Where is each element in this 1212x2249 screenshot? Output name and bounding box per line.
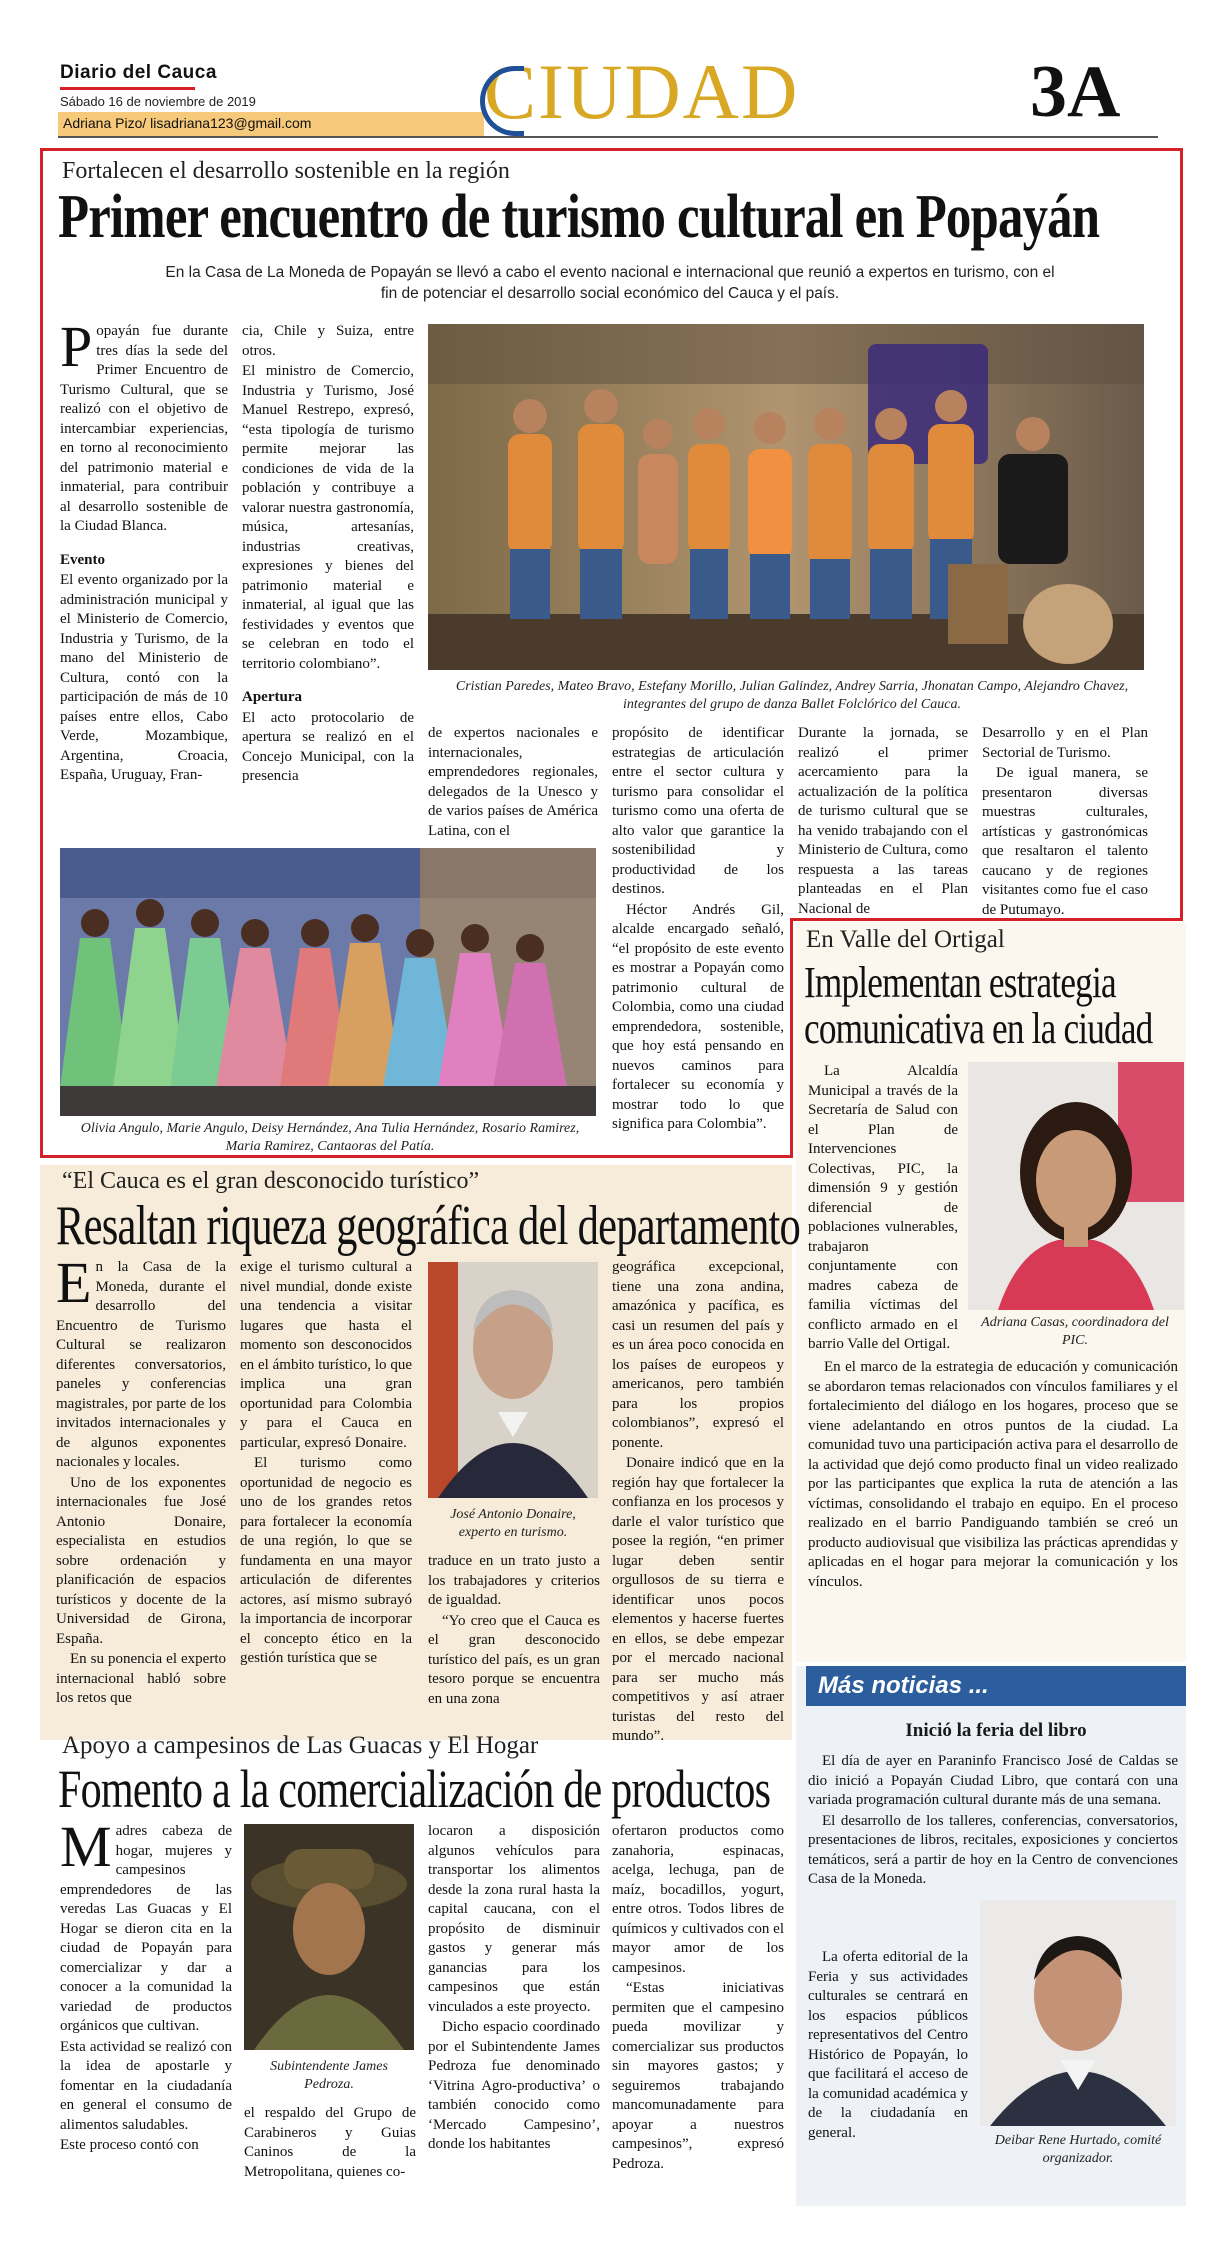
section-title: CIUDAD [484, 48, 800, 135]
guacas-col3 [428, 1822, 600, 2156]
lead-col6-p1: Desarrollo y en el Plan Sectorial de Turismo. [982, 725, 1148, 761]
guacas-col4 [612, 1822, 784, 2175]
paper-name: Diario del Cauca [60, 62, 217, 83]
cauca-col4 [612, 1258, 784, 1748]
lead-kicker: Fortalecen el desarrollo sostenible en la región [62, 158, 510, 184]
photo-adriana-casas [968, 1062, 1184, 1310]
guacas-col3-p1: locaron a disposición algunos vehículos para transportar los alimentos desde la zona rural hasta la capital caucana, con el propósito de disminuir gastos y generar más ganancias para los campesinos que están vinculados a este proyecto. [428, 1823, 600, 2015]
lead-col6-p2: De igual manera, se presentaron diversas muestras culturales, artísticas y gastronómicas que resaltaron el talento caucano y de regiones visitantes como fue el caso de Putumayo. [982, 765, 1148, 918]
valle-headline-1: Implementan estrategia [804, 958, 1116, 1007]
guacas-headline: Fomento a la comercialización de productos [58, 1759, 771, 1819]
guacas-col4-p2: “Estas iniciativas permiten que el campesino pueda movilizar y comercializar sus productos sin mayores gastos; y seguiremos trabajando mancomunadamente para apoyar a nuestros campesinos”, expresó Pedroza. [612, 1980, 784, 2172]
lead-col2-p2: El ministro de Comercio, Industria y Turismo, José Manuel Restrepo, expresó, “esta tipología de turismo permite mejorar las condiciones de vida de la población y contribuye a valorar nuestra gastronomía, música, artesanías, industrias creativas, expresiones y bienes del patrimonio material e inmaterial, al igual que las festividades y eventos que se celebran en todo el territorio colombiano”. [242, 363, 414, 672]
valle-kicker: En Valle del Ortigal [806, 926, 1005, 953]
photo-cantaoras [60, 848, 596, 1116]
cauca-col1-p3: En su ponencia el experto internacional habló sobre los retos que [56, 1651, 226, 1706]
photo-pedroza [244, 1824, 414, 2050]
photo-deibar [980, 1900, 1176, 2126]
valle-col-wide: En el marco de la estrategia de educación y comunicación se abordaron temas relacionados con vínculos familiares y el fortalecimiento del diálogo en los hogares, proceso que se viene adelantando en otros puntos de la ciudad. La comunidad tuvo una participación activa para el desarrollo de la actividad que dejó como producto final un video realizado por las participantes que explica la ruta de atención a las víctimas, consolidando el trabajo en equipo. En el proceso realizado en el barrio Pandiguando también se creó un producto audiovisual que visibiliza las prácticas aprendidas y aplicadas en el hogar para mejorar la comunicación y los vínculos. [808, 1359, 1178, 1590]
lead-headline: Primer encuentro de turismo cultural en Popayán [58, 183, 1100, 251]
photo-ballet-caption: Cristian Paredes, Mateo Bravo, Estefany Morillo, Julian Galindez, Andrey Sarria, Jhonatan Campo, Alejandro Chavez, integrantes del grupo de danza Ballet Folclórico del Cauca. [455, 679, 1129, 712]
cauca-kicker: “El Cauca es el gran desconocido turístico” [62, 1168, 480, 1194]
lead-col3: de expertos nacionales e internacionales, emprendedores regionales, delegados de la Unesco y de varios países de América Latina, con el [428, 725, 598, 839]
mas-noticias-p2: El desarrollo de los talleres, conferencias, conversatorios, presentaciones de libros, recitales, exposiciones y conciertos temáticos, será a partir de hoy en la Centro de convenciones Casa de la Moneda. [808, 1812, 1178, 1887]
lead-col1 [60, 314, 228, 787]
valle-col-narrow: La Alcaldía Municipal a través de la Secretaría de Salud con el Plan de Intervenciones Colectivas, PIC, la dimensión 9 y gestión diferencial de poblaciones vulnerables, trabajaron conjuntamente con madres cabeza de familia víctimas del conflicto armado en el barrio Valle del Ortigal. [808, 1063, 958, 1352]
lead-col6 [982, 724, 1148, 921]
photo-cantaoras-caption: Olivia Angulo, Marie Angulo, Deisy Hernández, Ana Tulia Hernández, Rosario Ramirez, Maria Ramirez, Cantaoras del Patía. [80, 1121, 580, 1154]
guacas-col1-p2: Esta actividad se realizó con la idea de apostarle y fomentar en la ciudadanía en general el consumo de alimentos saludables. [60, 2038, 232, 2133]
guacas-col2: el respaldo del Grupo de Carabineros y Guias Caninos de la Metropolitana, quienes co- [244, 2105, 416, 2180]
guacas-col1-p1: adres cabeza de hogar, mujeres y campesinos emprendedores de las veredas Las Guacas y El Hogar se dieron cita en la ciudad de Popayán para comercializar y dar a conocer a la comunidad la variedad de productos orgánicos que cultivan. [60, 1823, 232, 2034]
cauca-col3-p1: traduce en un trato justo a los trabajadores y criterios de igualdad. [428, 1553, 600, 1608]
photo-donaire-caption: José Antonio Donaire, experto en turismo. [450, 1507, 576, 1540]
paper-name-underline [60, 87, 195, 90]
masthead [0, 0, 1212, 150]
lead-deck-line1: En la Casa de La Moneda de Popayán se llevó a cabo el evento nacional e internacional que reunió a expertos en turismo, con el [165, 264, 1055, 281]
cauca-col1-p1: n la Casa de la Moneda, durante el desarrollo del Encuentro de Turismo Cultural se realizaron diferentes conversatorios, paneles y conferencias magistrales, por parte de los invitados internacionales y de algunos exponentes nacionales y locales. [56, 1259, 226, 1470]
photo-ballet-folclorico [428, 324, 1144, 670]
cauca-col2-p2: El turismo como oportunidad de negocio es uno de los grandes retos para fortalecer la economía de una región, lo que se fundamenta en una mayor articulación de diferentes actores, así mismo subrayó la importancia de incorporar el concepto ético en la gestión turística que se [240, 1455, 412, 1666]
lead-col2-p1: cia, Chile y Suiza, entre otros. [242, 323, 414, 359]
lead-deck [70, 262, 1150, 304]
lead-col1-p1: opayán fue durante tres días la sede del Primer Encuentro de Turismo Cultural, que se realizó con el objetivo de intercambiar experiencias, en torno al reconocimiento del patrimonio material e inmaterial, para contribuir al desarrollo sostenible de la Ciudad Blanca. [60, 323, 228, 534]
photo-donaire [428, 1262, 598, 1498]
mas-noticias-banner-text: Más noticias ... [818, 1672, 989, 1699]
cauca-col1 [56, 1250, 226, 1710]
photo-deibar-caption: Deibar Rene Hurtado, comité organizador. [994, 2133, 1162, 2166]
lead-dropcap: P [60, 314, 93, 379]
cauca-col1-p2: Uno de los exponentes internacionales fue José Antonio Donaire, especialista en estudios sobre ordenación y planificación de espacios turísticos y docente de la Universidad de Girona, España. [56, 1474, 226, 1647]
cauca-col4-p2: Donaire indicó que en la región hay que fortalecer la confianza en los procesos y darle el valor turístico que posee la región, “en primer lugar deben sentir orgullosos de su tierra e identificar unos pocos elementos y hacerse fuertes en ellos, se debe empezar por el mercado nacional para ser mucho más competitivos y así atraer turistas del resto del mundo”. [612, 1455, 784, 1744]
cauca-col3 [428, 1552, 600, 1710]
lead-col5: Durante la jornada, se realizó el primer acercamiento para la actualización de la política de turismo cultural que se ha venido trabajando con el Ministerio de Cultura, como respuesta a las tareas planteadas en el Plan Nacional de [798, 725, 968, 917]
guacas-dropcap: M [60, 1814, 112, 1879]
page-number: 3A [1030, 51, 1121, 133]
guacas-col3-p2: Dicho espacio coordinado por el Subintendente James Pedroza fue denominado ‘Vitrina Agro-productiva’ o también conocido como ‘Mercado Campesino’, donde los habitantes [428, 2019, 600, 2152]
cauca-col4-p1: geográfica excepcional, tiene una zona andina, amazónica y pacífica, es casi un resumen del país y es un área poco conocida en los países de europeos y americanos, pero también para los propios colombianos”, expresó el ponente. [612, 1259, 784, 1451]
mas-noticias-narrow [808, 1948, 968, 2144]
lead-deck-line2: fin de potenciar el desarrollo social económico del Cauca y el país. [380, 285, 840, 302]
lead-col4-p2: Héctor Andrés Gil, alcalde encargado señaló, “el propósito de este evento es mostrar a Popayán como patrimonio cultural de Colombia, como una ciudad emprendedora, sostenible, que hoy está pensando en nuevos caminos para fortalecer su economía y mostrar todo lo que significa para Colombia”. [612, 901, 784, 1132]
photo-adriana-caption: Adriana Casas, coordinadora del PIC. [981, 1315, 1169, 1348]
masthead-rule [58, 136, 1158, 138]
lead-col4-p1: propósito de identificar estrategias de articulación entre el sector cultura y turismo para consolidar el turismo como una oferta de alto valor que garantice la sostenibilidad y productividad de los destinos. [612, 725, 784, 897]
lead-col4 [612, 724, 784, 1136]
guacas-col4-p1: ofertaron productos como zanahoria, espinacas, acelga, lechuga, pan de maíz, bocadillos, yogurt, entre otros. Todos libres de químicos y cultivados con el mayor amor de los campesinos. [612, 1823, 784, 1976]
mas-noticias-title: Inició la feria del libro [905, 1720, 1087, 1741]
author-line: Adriana Pizo/ lisadriana123@gmail.com [63, 115, 312, 131]
guacas-col1 [60, 1814, 232, 2157]
photo-pedroza-caption: Subintendente James Pedroza. [270, 2059, 388, 2092]
valle-headline-2: comunicativa en la ciudad [804, 1004, 1153, 1053]
guacas-col1-p3: Este proceso contó con [60, 2137, 199, 2153]
guacas-kicker: Apoyo a campesinos de Las Guacas y El Hogar [62, 1732, 539, 1759]
cauca-col2-p1: exige el turismo cultural a nivel mundial, donde existe una tendencia a visitar lugares que hasta el momento son desconocidos en el ámbito turístico, lo que implica una gran oportunidad para Colombia y para el Cauca en particular, expresó Donaire. [240, 1259, 412, 1451]
issue-date: Sábado 16 de noviembre de 2019 [60, 94, 256, 109]
lead-col2-p3: El acto protocolario de apertura se realizó en el Concejo Municipal, con la presencia [242, 709, 414, 784]
lead-col2 [242, 322, 414, 788]
mas-noticias-p3: La oferta editorial de la Feria y sus actividades culturales se centrará en los espacios públicos representativos del Centro Histórico de Popayán, lo que facilitará el acceso de la comunidad académica y de la ciudadanía en general. [808, 1949, 968, 2141]
lead-sub-apertura: Apertura [242, 689, 302, 705]
mas-noticias-top [808, 1752, 1178, 1891]
lead-col1-p2: El evento organizado por la administración municipal y el Ministerio de Comercio, Industria y Turismo, de la mano del Ministerio de Cultura, contó con la participación de más de 10 países entre ellos, Cabo Verde, Mozambique, Argentina, Croacia, España, Uruguay, Fran- [60, 572, 228, 783]
cauca-col3-p2: “Yo creo que el Cauca es el gran desconocido turístico del país, es un gran tesoro porque se encuentra en una zona [428, 1612, 600, 1707]
mas-noticias-p1: El día de ayer en Paraninfo Francisco José de Caldas se dio inició a Popayán Ciudad Libro, que contará con una variada programación cultural durante más de una semana. [808, 1753, 1178, 1808]
cauca-col2 [240, 1258, 412, 1670]
cauca-headline: Resaltan riqueza geográfica del departamento [56, 1195, 801, 1257]
lead-sub-evento: Evento [60, 551, 105, 568]
cauca-dropcap: E [56, 1250, 92, 1315]
